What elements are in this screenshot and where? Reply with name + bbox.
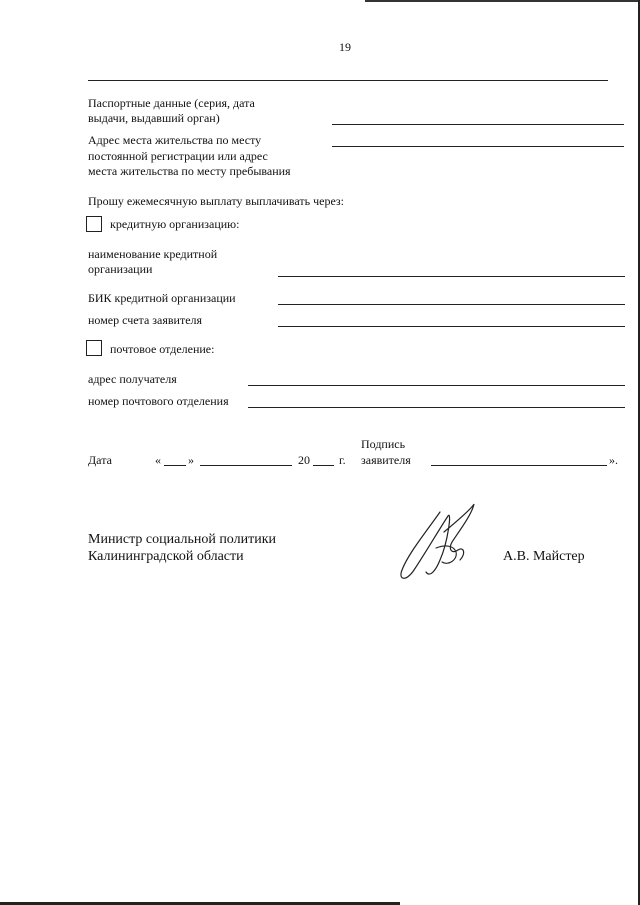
bank-name-input-line[interactable]: [278, 276, 625, 277]
bank-name-label-2: организации: [88, 262, 153, 276]
post-office-label: почтовое отделение:: [110, 342, 215, 356]
page-number: 19: [339, 40, 351, 54]
account-label: номер счета заявителя: [88, 313, 203, 327]
minister-title-2: Калининградской области: [88, 549, 244, 564]
bik-input-line[interactable]: [278, 304, 625, 305]
post-office-checkbox[interactable]: [86, 340, 102, 356]
address-label-2: постоянной регистрации или адрес: [88, 149, 268, 163]
credit-org-label: кредитную организацию:: [110, 217, 240, 231]
minister-title-1: Министр социальной политики: [88, 532, 277, 547]
applicant-signature-line[interactable]: [431, 465, 607, 466]
account-input-line[interactable]: [278, 326, 625, 327]
signature-label-2: заявителя: [361, 453, 411, 467]
year-suffix: г.: [339, 453, 346, 467]
passport-label-1: Паспортные данные (серия, дата: [88, 96, 255, 110]
year-century: 20: [298, 453, 310, 467]
date-label: Дата: [88, 453, 112, 467]
date-close-quote: »: [188, 453, 194, 467]
address-label-3: места жительства по месту пребывания: [88, 164, 291, 178]
minister-name: А.В. Майстер: [503, 549, 585, 564]
post-office-number-input-line[interactable]: [248, 407, 625, 408]
top-blank-line[interactable]: [88, 80, 608, 81]
date-open-quote: «: [155, 453, 161, 467]
recipient-address-input-line[interactable]: [248, 385, 625, 386]
year-input-line[interactable]: [313, 465, 334, 466]
passport-label-2: выдачи, выдавший орган): [88, 111, 220, 125]
credit-org-checkbox[interactable]: [86, 216, 102, 232]
handwritten-signature: [396, 502, 486, 588]
passport-input-line[interactable]: [332, 124, 624, 125]
signature-end-quote: ».: [609, 453, 618, 467]
day-input-line[interactable]: [164, 465, 186, 466]
signature-label-1: Подпись: [361, 437, 406, 451]
post-office-number-label: номер почтового отделения: [88, 394, 229, 408]
payment-request-text: Прошу ежемесячную выплату выплачивать через:: [88, 194, 345, 208]
month-input-line[interactable]: [200, 465, 292, 466]
address-input-line[interactable]: [332, 146, 624, 147]
scan-edge-top: [365, 0, 640, 2]
bik-label: БИК кредитной организации: [88, 291, 236, 305]
recipient-address-label: адрес получателя: [88, 372, 177, 386]
address-label-1: Адрес места жительства по месту: [88, 133, 262, 147]
bank-name-label-1: наименование кредитной: [88, 247, 218, 261]
